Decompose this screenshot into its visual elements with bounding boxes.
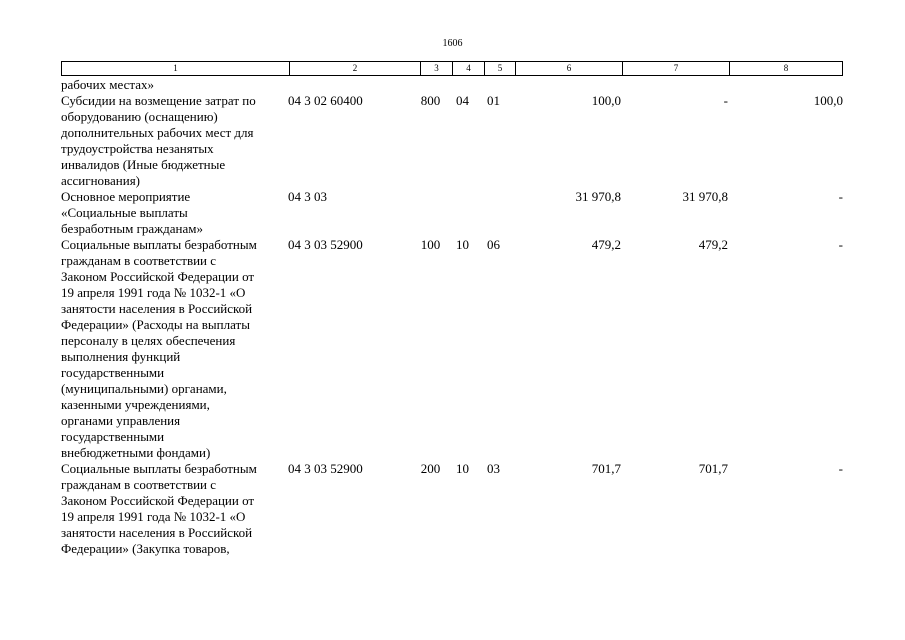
row-amount-col8: -: [838, 461, 843, 476]
row-amount-col8: 100,0: [813, 93, 843, 108]
row-name: Социальные выплаты безработным гражданам в соответствии с Законом Российской Федерации от 19 апреля 1991 года № 1032-1 «О занятости населения в Российской Федерации» (Закупка товаров,: [61, 461, 257, 556]
row-amount-col7: -: [723, 93, 728, 108]
row-subsection: 06: [487, 237, 500, 252]
row-name: Социальные выплаты безработным гражданам в соответствии с Законом Российской Федерации от 19 апреля 1991 года № 1032-1 «О занятости населения в Российской Федерации» (Расходы на выплаты персоналу в целях обеспечения выполнения функций государственными (муниципальными) органами, казенными учреждениями, органами управления государственными внебюджетными фондами): [61, 237, 257, 460]
row-subsection: 01: [487, 93, 500, 108]
header-col-5: 5: [484, 62, 515, 75]
table-row: [0, 237, 905, 461]
row-amount-total: 100,0: [591, 93, 621, 108]
row-amount-col7: 479,2: [698, 237, 728, 252]
row-expense-type: 200: [420, 461, 441, 476]
row-section: 10: [456, 237, 469, 252]
row-amount-col7: 701,7: [698, 461, 728, 476]
table-row: [0, 77, 905, 93]
header-col-6: 6: [515, 62, 622, 75]
table-row: [0, 189, 905, 237]
row-target-code: 04 3 03: [288, 189, 327, 204]
header-col-3: 3: [420, 62, 452, 75]
header-col-8: 8: [729, 62, 842, 75]
row-name: Основное мероприятие «Социальные выплаты безработным гражданам»: [61, 189, 203, 236]
row-amount-col8: -: [838, 189, 843, 204]
row-name: рабочих местах»: [61, 77, 154, 92]
row-name: Субсидии на возмещение затрат по оборудованию (оснащению) дополнительных рабочих мест для трудоустройства незанятых инвалидов (Иные бюджетные ассигнования): [61, 93, 256, 188]
page-number: 1606: [442, 38, 463, 49]
table-body: [0, 77, 905, 557]
header-col-1: 1: [173, 63, 178, 73]
row-target-code: 04 3 02 60400: [288, 93, 363, 108]
row-amount-col7: 31 970,8: [682, 189, 728, 204]
row-amount-col8: -: [838, 237, 843, 252]
row-amount-total: 31 970,8: [575, 189, 621, 204]
header-col-4: 4: [452, 62, 484, 75]
row-section: 10: [456, 461, 469, 476]
row-target-code: 04 3 03 52900: [288, 461, 363, 476]
header-col-7: 7: [622, 62, 729, 75]
row-target-code: 04 3 03 52900: [288, 237, 363, 252]
row-expense-type: 800: [420, 93, 441, 108]
row-expense-type: 100: [420, 237, 441, 252]
table-row: [0, 461, 905, 557]
row-amount-total: 701,7: [591, 461, 621, 476]
table-header-row: [61, 61, 843, 76]
row-amount-total: 479,2: [591, 237, 621, 252]
row-section: 04: [456, 93, 469, 108]
header-col-2: 2: [289, 62, 420, 75]
row-subsection: 03: [487, 461, 500, 476]
table-row: [0, 93, 905, 189]
